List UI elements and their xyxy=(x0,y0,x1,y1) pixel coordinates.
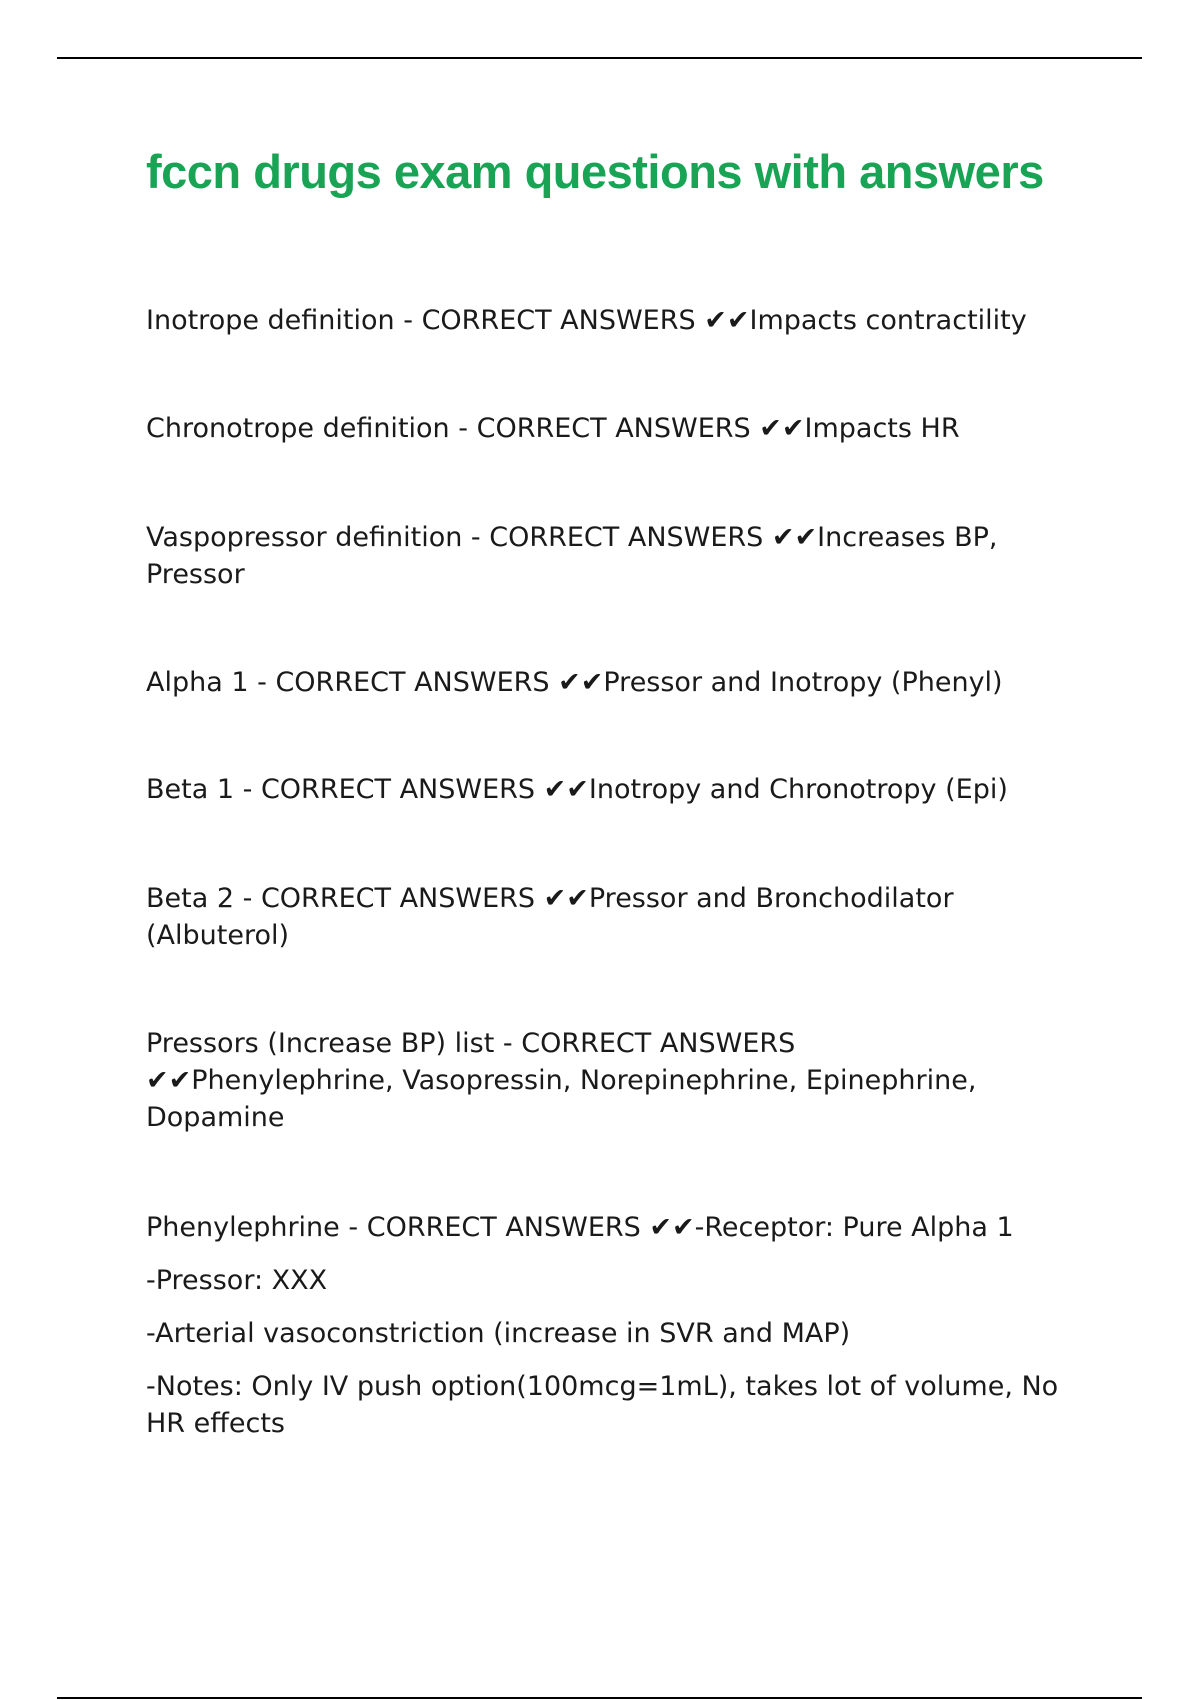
top-rule xyxy=(57,57,1142,59)
question-text: Inotrope definition xyxy=(146,305,395,336)
separator: - xyxy=(394,305,422,336)
answer-text: Pressor and Inotropy (Phenyl) xyxy=(603,667,1003,698)
separator: - xyxy=(234,883,261,914)
separator: - xyxy=(234,774,261,805)
separator: - xyxy=(462,522,490,553)
answer-text: Increases BP, Pressor xyxy=(146,522,998,590)
answer-text: Pressor and Bronchodilator (Albuterol) xyxy=(146,883,954,951)
check-icon: ✔✔ xyxy=(535,774,589,805)
detail-line-notes: -Notes: Only IV push option(100mcg=1mL), takes lot of volume, No HR effects xyxy=(146,1371,1059,1439)
check-icon: ✔✔ xyxy=(640,1212,695,1243)
separator: - xyxy=(339,1212,367,1243)
bottom-rule xyxy=(57,1697,1142,1699)
question-text: Phenylephrine xyxy=(146,1212,340,1243)
qa-item-vasopressor xyxy=(146,519,1086,593)
answer-text: Inotropy and Chronotropy (Epi) xyxy=(588,774,1008,805)
document-title: fccn drugs exam questions with answers xyxy=(146,145,1044,198)
qa-item-pressors-list xyxy=(146,1025,1046,1136)
question-text: Beta 2 xyxy=(146,883,235,914)
check-icon: ✔✔ xyxy=(695,305,750,336)
answer-label: CORRECT ANSWERS xyxy=(489,522,764,553)
check-icon: ✔✔ xyxy=(750,413,805,444)
detail-line-pressor: -Pressor: XXX xyxy=(146,1265,328,1296)
answer-text: Impacts contractility xyxy=(749,305,1027,336)
qa-line xyxy=(146,302,1086,339)
answer-label: CORRECT ANSWERS xyxy=(421,305,696,336)
answer-label: CORRECT ANSWERS xyxy=(260,883,536,914)
qa-line xyxy=(146,519,1086,593)
qa-line xyxy=(146,410,1086,447)
check-icon: ✔✔ xyxy=(763,522,818,553)
separator: - xyxy=(449,413,477,444)
qa-line xyxy=(146,1025,1046,1136)
question-text: Beta 1 xyxy=(146,774,235,805)
question-text: Pressors (Increase BP) list xyxy=(146,1028,495,1059)
qa-item-chronotrope xyxy=(146,410,1086,447)
answer-text: -Receptor: Pure Alpha 1 xyxy=(694,1212,1014,1243)
question-text: Chronotrope definition xyxy=(146,413,450,444)
answer-label: CORRECT ANSWERS xyxy=(521,1028,796,1059)
qa-line xyxy=(146,1209,1086,1246)
question-text: Alpha 1 xyxy=(146,667,249,698)
answer-label: CORRECT ANSWERS xyxy=(476,413,751,444)
qa-line xyxy=(146,880,1086,954)
check-icon: ✔✔ xyxy=(535,883,589,914)
qa-item-beta-2 xyxy=(146,880,1086,954)
detail-line-vasoconstriction: -Arterial vasoconstriction (increase in SVR and MAP) xyxy=(146,1318,851,1349)
question-text: Vaspopressor definition xyxy=(146,522,463,553)
qa-line xyxy=(146,664,1086,701)
qa-line xyxy=(146,771,1086,808)
answer-text: Impacts HR xyxy=(804,413,960,444)
qa-item-inotrope xyxy=(146,302,1086,339)
answer-label: CORRECT ANSWERS xyxy=(260,774,536,805)
answer-text: Phenylephrine, Vasopressin, Norepinephrine, Epinephrine, Dopamine xyxy=(146,1065,977,1133)
qa-item-alpha-1 xyxy=(146,664,1086,701)
answer-label: CORRECT ANSWERS xyxy=(366,1212,641,1243)
check-icon: ✔✔ xyxy=(549,667,604,698)
check-icon: ✔✔ xyxy=(146,1065,192,1096)
separator: - xyxy=(494,1028,522,1059)
answer-label: CORRECT ANSWERS xyxy=(275,667,550,698)
qa-item-phenylephrine xyxy=(146,1209,1086,1442)
separator: - xyxy=(248,667,276,698)
qa-item-beta-1 xyxy=(146,771,1086,808)
